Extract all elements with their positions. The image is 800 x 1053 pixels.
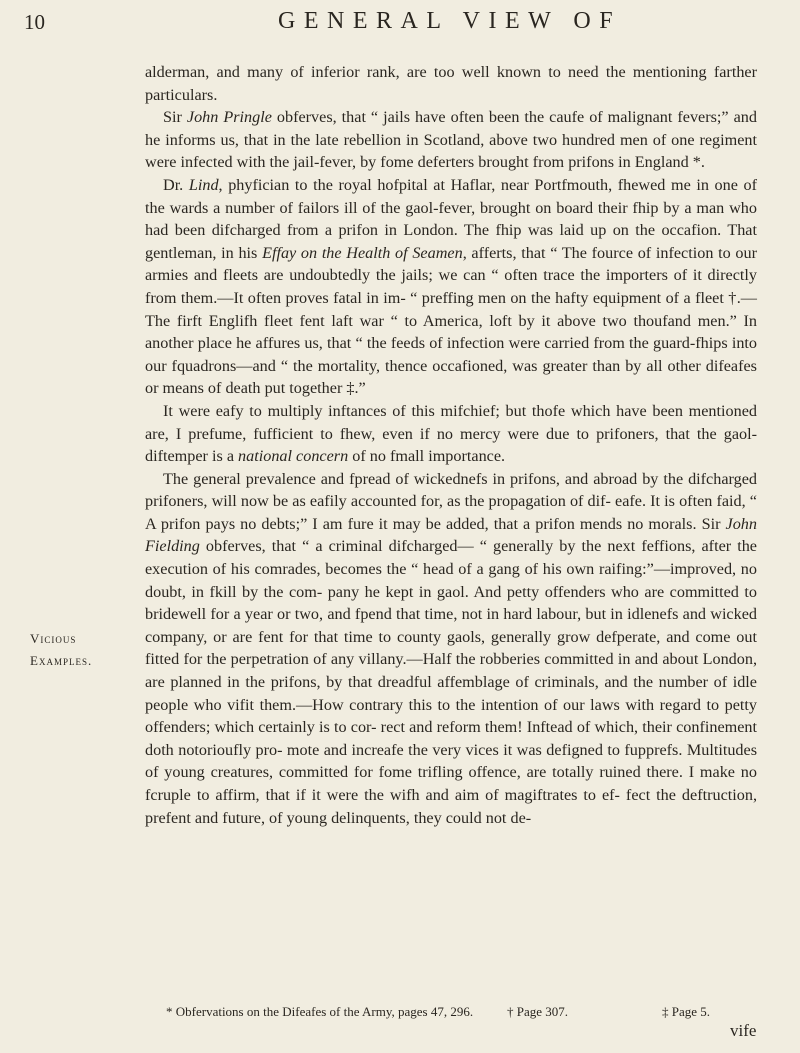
paragraph-4: It were eafy to multiply inftances of this mifchief; but thofe which have been mentioned are, I prefume, fufficient to fhew, even if no mercy were due to prifoners, that the gaol-diftemper is a national concern of no fmall importance. [145, 401, 757, 466]
emphasis: national concern [238, 447, 349, 466]
running-title: GENERAL VIEW OF [278, 8, 622, 34]
side-note-line-2: Examples. [30, 653, 93, 668]
paragraph-1: alderman, and many of inferior rank, are too well known to need the mentioning farther particulars. [145, 63, 757, 104]
page-number: 10 [24, 10, 45, 34]
footnote-3: ‡ Page 5. [662, 1004, 711, 1019]
footnote-1: * Obfervations on the Difeafes of the Army, pages 47, 296. [166, 1004, 474, 1019]
side-note-line-1: Vicious [30, 631, 77, 646]
book-title: Effay on the Health of Seamen [262, 243, 463, 262]
paragraph-5: The general prevalence and fpread of wickednefs in prifons, and abroad by the difcharged prifoners, will now be as eafily accounted for, as the propagation of dif- eafe. It is often faid, “ A prifon pays no debts;” I am fure it may be added, that a prifon mends no morals. Sir John Fielding obferves, that “ a criminal difcharged— “ generally by the next feffions, after the execution of his comrades, becomes the “ head of a gang of his own raifing:”—improved, no doubt, in fkill by the com- pany he kept in gaol. And petty offenders who are committed to bridewell for a year or two, and fpend that time, not in hard labour, but in idlenefs and wicked company, or are fent for that time to county gaols, generally grow defperate, and come out fitted for the perpetration of any villany.—Half the robberies committed in and about London, are planned in the prifons, by that dreadful affemblage of criminals, and the number of idle people who vifit them.—How contrary this to the intention of our laws with regard to petty offenders; which certainly is to cor- rect and reform them! Inftead of which, their confinement doth notorioufly pro- mote and increafe the very vices it was defigned to fupprefs. Multitudes of young creatures, committed for fome trifling offence, are totally ruined there. I make no fcruple to affirm, that if it were the wifh and aim of magiftrates to ef- fect the deftruction, prefent and future, of young delinquents, they could not de- [145, 469, 757, 827]
side-note [30, 628, 92, 672]
paragraph-2: Sir John Pringle obferves, that “ jails have often been the caufe of malignant fevers;” and he informs us, that in the late rebellion in Scotland, above two hundred men of one regiment were infected with the jail-fever, by fome deferters brought from prifons in England *. [145, 108, 757, 172]
paragraph-3: Dr. Lind, phyfician to the royal hofpital at Haflar, near Portfmouth, fhewed me in one of the wards a number of failors ill of the gaol-fever, brought on board their fhip by a man who had been difcharged from a prifon in London. The fhip was laid up on the occafion. That gentleman, in his Effay on the Health of Seamen, afferts, that “ The fource of infection to our armies and fleets are undoubtedly the jails; we can “ often trace the importers of it directly from them.—It often proves fatal in im- “ preffing men on the hafty equipment of a fleet †.—The firft Englifh fleet fent laft war “ to America, loft by it above two thoufand men.” In another place he affures us, that “ the feeds of infection were carried from the guard-fhips into our fquadrons—and “ the mortality, thence occafioned, was greater than by all other difeafes or means of death put together ‡.” [145, 175, 757, 398]
body-text [145, 61, 757, 829]
person-name: John Pringle [186, 108, 272, 127]
catchword: vife [730, 1021, 757, 1040]
person-name: John Fielding [145, 514, 757, 556]
person-name: Lind [188, 175, 219, 194]
footnote-2: † Page 307. [507, 1004, 569, 1019]
